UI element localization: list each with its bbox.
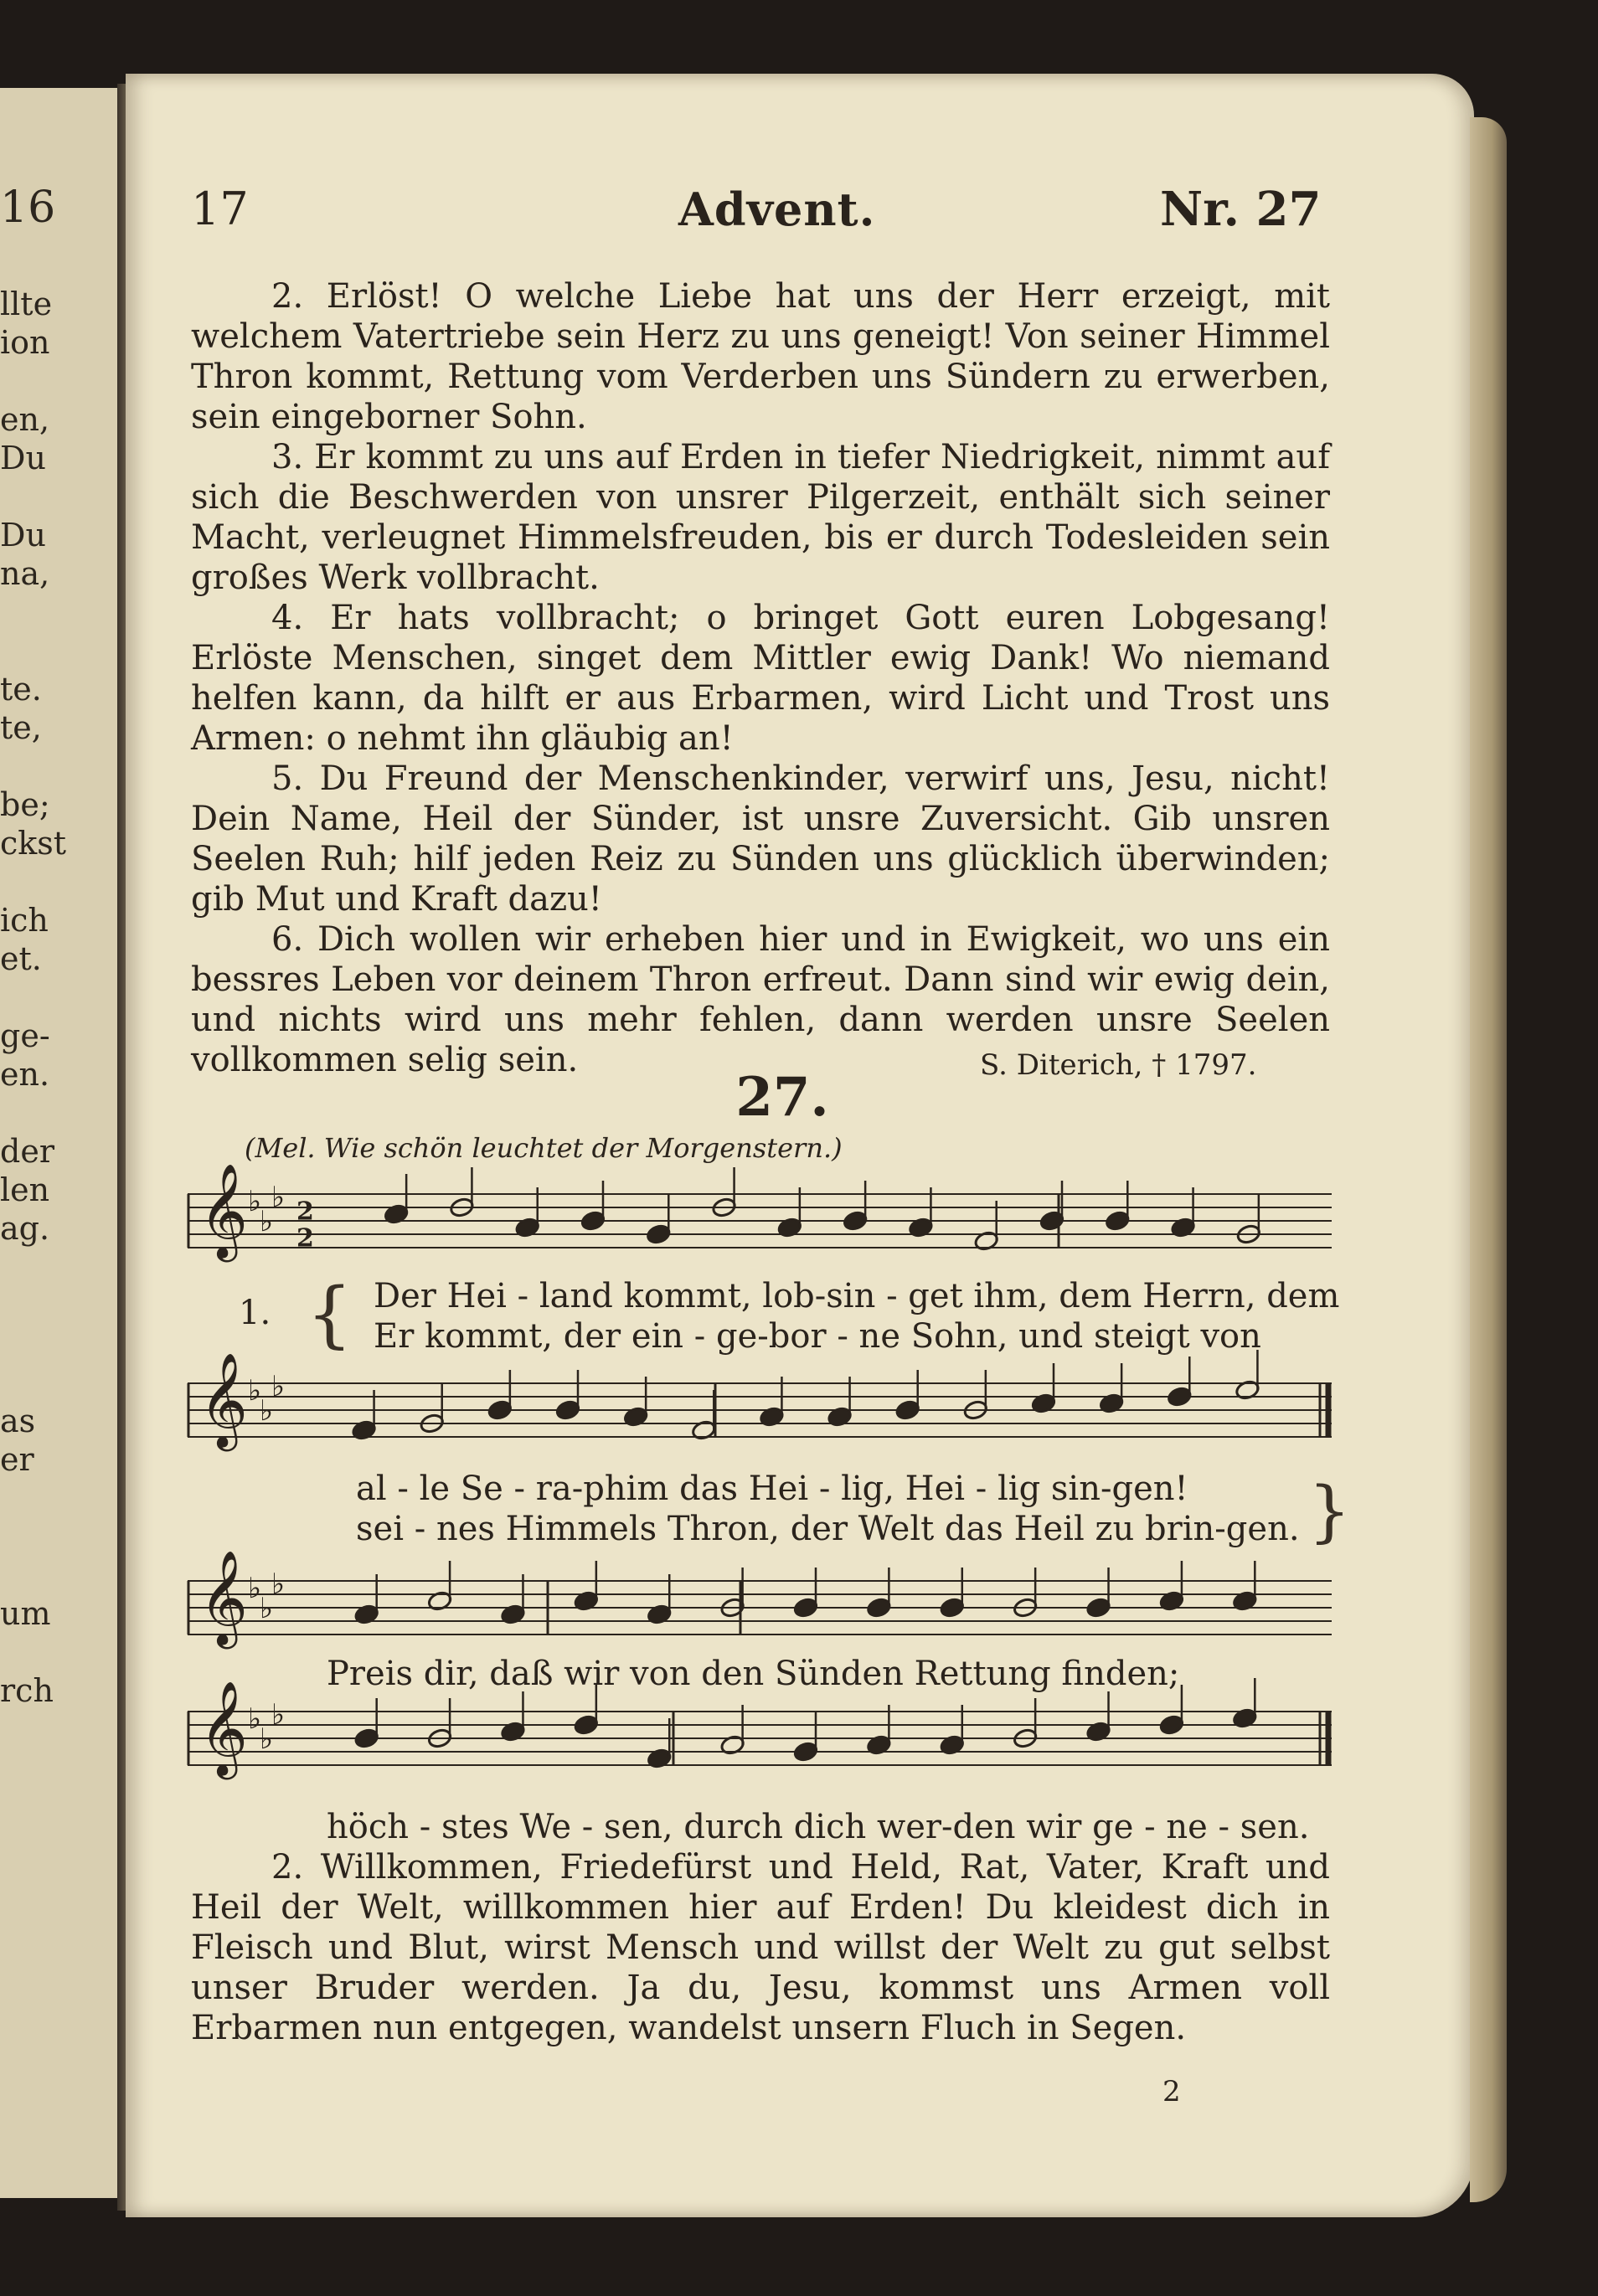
left-page-fragment: 16 — [0, 183, 56, 233]
treble-clef-icon: 𝄞 — [199, 1549, 248, 1645]
left-page-fragment: Du — [0, 517, 46, 553]
left-page-fragment: te. — [0, 671, 42, 708]
left-page-fragment: ion — [0, 324, 50, 361]
melody-note: (Mel. Wie schön leuchtet der Morgenstern.) — [245, 1132, 843, 1164]
note-head — [843, 1210, 869, 1232]
left-page-fragment: as — [0, 1403, 36, 1439]
note-head — [827, 1406, 853, 1428]
verse-3: 3. Er kommt zu uns auf Erden in tiefer Niedrigkeit, nimmt auf sich die Beschwerden von unsrer Pilgerzeit, enthält sich seiner Macht, verleugnet Himmelsfreuden, bis er durch Todesleiden sein großes Werk vollbracht. — [191, 438, 1330, 597]
flat-sign-icon: ♭ — [260, 1394, 274, 1428]
note-head — [1085, 1721, 1111, 1743]
flat-sign-icon: ♭ — [271, 1370, 286, 1404]
note-head — [487, 1399, 513, 1421]
treble-clef-icon: 𝄞 — [199, 1680, 248, 1776]
left-page-fragment: len — [0, 1171, 50, 1208]
verse-4: 4. Er hats vollbracht; o bringet Gott euren Lobgesang! Erlöste Menschen, singet dem Mittler ewig Dank! Wo niemand helfen kann, da hilft er aus Erbarmen, wird Licht und Trost uns Armen: o nehmt ihn gläubig an! — [191, 599, 1330, 758]
note-head — [1105, 1210, 1131, 1232]
left-page-fragment: be; — [0, 786, 50, 823]
note-head — [353, 1727, 379, 1749]
note-head — [691, 1419, 717, 1441]
note-head — [777, 1217, 803, 1238]
page-number: 17 — [191, 183, 249, 235]
note-head — [351, 1419, 377, 1441]
verse-6: 6. Dich wollen wir erheben hier und in Ewigkeit, wo uns ein bessres Leben vor deinem Thron erfreut. Dann sind wir ewig dein, und nichts wird uns mehr fehlen, dann werden unsre Seelen vollkommen selig sein. — [191, 920, 1330, 1079]
hymn-number — [0, 1068, 1598, 1127]
flat-sign-icon: ♭ — [271, 1181, 286, 1215]
flat-sign-icon: ♭ — [260, 1722, 274, 1756]
left-page-fragment: rch — [0, 1672, 54, 1709]
lyric-line: al - le Se - ra-phim das Hei - lig, Hei - lig sin-gen! — [356, 1470, 1188, 1508]
page-edge — [1470, 117, 1507, 2202]
note-head — [500, 1721, 526, 1743]
flat-sign-icon: ♭ — [271, 1698, 286, 1732]
left-page-fragment: te, — [0, 709, 42, 746]
note-head — [514, 1217, 540, 1238]
music-staff-1 — [188, 1162, 1332, 1283]
note-head — [647, 1748, 673, 1769]
time-signature: 2 — [296, 1223, 314, 1254]
note-head — [647, 1604, 673, 1625]
note-head — [1039, 1210, 1065, 1232]
note-head — [793, 1597, 819, 1619]
verse-number: 1. — [239, 1294, 271, 1332]
left-page-fragment: um — [0, 1595, 51, 1632]
note-head — [500, 1604, 526, 1625]
verse-5: 5. Du Freund der Menschenkinder, verwirf uns, Jesu, nicht! Dein Name, Heil der Sünder, ist unsre Zuversicht. Gib unsren Seelen Ruh; hilf jeden Reiz zu Sünden uns glücklich überwinden; gib Mut und Kraft dazu! — [191, 759, 1330, 919]
note-head — [1099, 1393, 1125, 1414]
note-head — [939, 1734, 965, 1756]
time-signature: 2 — [296, 1197, 314, 1227]
lyric-line: höch - stes We - sen, durch dich wer-den wir ge - ne - sen. — [327, 1808, 1310, 1846]
note-head — [759, 1406, 785, 1428]
left-page-fragment: en. — [0, 1056, 50, 1093]
hymn-reference: Nr. 27 — [1160, 182, 1322, 237]
left-page-fragment: Du — [0, 440, 46, 476]
left-page-fragment: ich — [0, 902, 49, 939]
verse-2: 2. Erlöst! O welche Liebe hat uns der Herr erzeigt, mit welchem Vatertriebe sein Herz zu uns geneigt! Von seiner Himmel Thron kommt, Rettung vom Verderben uns Sündern zu erwerben, sein eingeborner Sohn. — [191, 277, 1330, 436]
note-head — [384, 1203, 410, 1225]
left-page-fragment: ag. — [0, 1210, 50, 1247]
note-head — [973, 1230, 999, 1252]
flat-sign-icon: ♭ — [248, 1572, 262, 1605]
hymn-number-text: 27. — [735, 1066, 829, 1129]
flat-sign-icon: ♭ — [248, 1374, 262, 1408]
lyric-brace-left: { — [307, 1273, 353, 1356]
flat-sign-icon: ♭ — [260, 1592, 274, 1625]
signature-mark: 2 — [1162, 2075, 1181, 2108]
flat-sign-icon: ♭ — [271, 1568, 286, 1602]
left-page-fragment: en, — [0, 401, 50, 438]
previous-hymn-verses — [191, 276, 1330, 1080]
note-head — [1235, 1379, 1260, 1401]
note-head — [1232, 1590, 1258, 1612]
left-page-fragment: na, — [0, 555, 50, 592]
left-page-fragment: et. — [0, 940, 42, 977]
note-head — [1232, 1707, 1258, 1729]
note-head — [719, 1734, 745, 1756]
music-staff-4 — [188, 1680, 1332, 1800]
left-page-fragment: llte — [0, 286, 53, 322]
flat-sign-icon: ♭ — [248, 1702, 262, 1736]
note-head — [555, 1399, 581, 1421]
left-page-fragment: er — [0, 1441, 34, 1478]
lyric-brace-right: } — [1308, 1472, 1351, 1550]
note-head — [574, 1590, 600, 1612]
note-head — [574, 1714, 600, 1736]
note-head — [1159, 1714, 1185, 1736]
note-head — [866, 1597, 892, 1619]
left-page-fragment: ckst — [0, 825, 67, 862]
left-page-fragment: ge- — [0, 1017, 50, 1054]
note-head — [939, 1597, 965, 1619]
note-head — [894, 1399, 920, 1421]
lyric-line: sei - nes Himmels Thron, der Welt das Heil zu brin-gen. — [356, 1510, 1300, 1548]
flat-sign-icon: ♭ — [260, 1205, 274, 1238]
note-head — [1167, 1386, 1193, 1408]
note-head — [1031, 1393, 1057, 1414]
note-head — [580, 1210, 606, 1232]
note-head — [427, 1590, 453, 1612]
music-staff-2 — [188, 1351, 1332, 1472]
note-head — [623, 1406, 649, 1428]
lyric-line: Preis dir, daß wir von den Sünden Rettung finden; — [327, 1655, 1180, 1693]
running-title: Advent. — [678, 183, 876, 236]
note-head — [793, 1741, 819, 1763]
lyric-line: Er kommt, der ein - ge-bor - ne Sohn, und steigt von — [374, 1317, 1261, 1356]
note-head — [866, 1734, 892, 1756]
note-head — [646, 1223, 672, 1245]
treble-clef-icon: 𝄞 — [199, 1351, 248, 1448]
flat-sign-icon: ♭ — [248, 1185, 262, 1218]
hymn-27-verse-2 — [191, 1847, 1330, 2048]
author-credit: S. Diterich, † 1797. — [980, 1048, 1257, 1082]
note-head — [353, 1604, 379, 1625]
verse-text: 2. Willkommen, Friedefürst und Held, Rat, Vater, Kraft und Heil der Welt, willkommen hier auf Erden! Du kleidest dich in Fleisch und Blut, wirst Mensch und willst der Welt zu gut selbst unser Bruder werden. Ja du, Jesu, kommst uns Armen voll Erbarmen nun entgegen, wandelst unsern Fluch in Segen. — [191, 1848, 1330, 2047]
note-head — [908, 1217, 934, 1238]
note-head — [1159, 1590, 1185, 1612]
note-head — [1170, 1217, 1196, 1238]
note-head — [1085, 1597, 1111, 1619]
left-page-fragment: der — [0, 1133, 54, 1170]
lyric-line: Der Hei - land kommt, lob-sin - get ihm, dem Herrn, dem — [374, 1277, 1340, 1315]
treble-clef-icon: 𝄞 — [199, 1162, 248, 1259]
